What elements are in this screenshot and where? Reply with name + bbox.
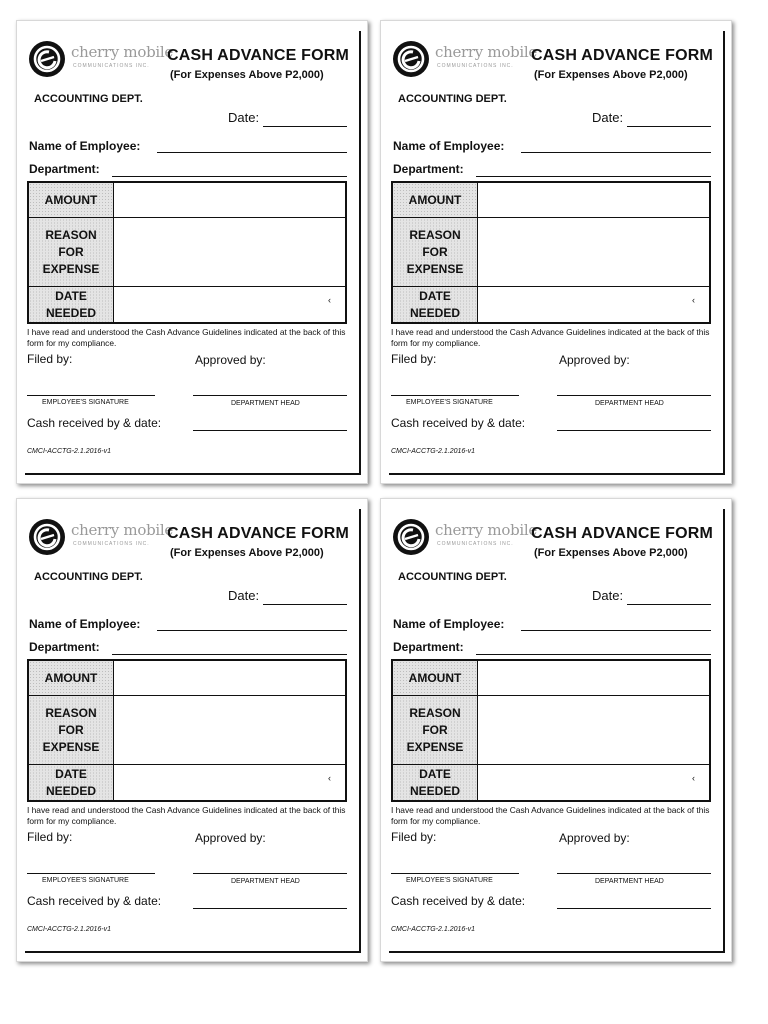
frame-border-right	[723, 509, 725, 953]
employee-name-field[interactable]	[521, 152, 711, 153]
department-header: ACCOUNTING DEPT.	[398, 571, 507, 583]
cash-advance-form	[16, 20, 368, 484]
employee-signature-label: EMPLOYEE'S SIGNATURE	[406, 877, 493, 884]
date-needed-field[interactable]	[114, 287, 347, 324]
employee-signature-label: EMPLOYEE'S SIGNATURE	[406, 399, 493, 406]
reason-field[interactable]	[114, 696, 347, 765]
cash-advance-form	[16, 498, 368, 962]
department-field[interactable]	[476, 654, 711, 655]
date-needed-field[interactable]	[478, 287, 711, 324]
row-label-date-needed: DATE NEEDED	[392, 765, 478, 802]
cash-received-field[interactable]	[193, 908, 347, 909]
row-label-reason: REASON FOR EXPENSE	[28, 218, 114, 287]
stray-mark: ‹	[328, 295, 331, 305]
table-row	[28, 660, 346, 696]
cash-received-label: Cash received by & date:	[27, 416, 162, 430]
approved-by-label: Approved by:	[195, 353, 266, 367]
reason-field[interactable]	[478, 696, 711, 765]
table-row	[392, 287, 710, 324]
employee-name-label: Name of Employee:	[393, 617, 505, 631]
department-head-label: DEPARTMENT HEAD	[595, 400, 664, 407]
row-label-reason: REASON FOR EXPENSE	[392, 218, 478, 287]
date-label: Date:	[592, 588, 624, 603]
form-code: CMCI-ACCTG-2.1.2016-v1	[27, 926, 112, 933]
filed-by-label: Filed by:	[27, 830, 73, 844]
department-label: Department:	[29, 162, 100, 176]
employee-name-field[interactable]	[521, 630, 711, 631]
form-title: CASH ADVANCE FORM	[167, 47, 350, 64]
approved-by-label: Approved by:	[559, 831, 630, 845]
date-field[interactable]	[627, 604, 711, 605]
department-header: ACCOUNTING DEPT.	[34, 571, 143, 583]
date-field[interactable]	[263, 126, 347, 127]
brand-name: cherry mobile	[71, 521, 173, 539]
employee-signature-label: EMPLOYEE'S SIGNATURE	[42, 399, 129, 406]
employee-name-field[interactable]	[157, 152, 347, 153]
table-row	[28, 182, 346, 218]
department-head-signature-field[interactable]	[557, 395, 711, 396]
expense-table	[391, 659, 711, 802]
acknowledgement-text: I have read and understood the Cash Advance Guidelines indicated at the back of this form for my compliance.	[27, 805, 346, 826]
frame-border-bottom	[25, 473, 361, 475]
row-label-date-needed: DATE NEEDED	[392, 287, 478, 324]
cherry-mobile-logo-icon	[27, 39, 67, 79]
department-head-label: DEPARTMENT HEAD	[595, 878, 664, 885]
department-label: Department:	[29, 640, 100, 654]
department-header: ACCOUNTING DEPT.	[398, 93, 507, 105]
approved-by-label: Approved by:	[559, 353, 630, 367]
form-subtitle: (For Expenses Above P2,000)	[170, 69, 324, 81]
cash-received-label: Cash received by & date:	[391, 894, 526, 908]
employee-signature-field[interactable]	[391, 873, 519, 874]
department-field[interactable]	[112, 654, 347, 655]
brand-subtitle: COMMUNICATIONS INC.	[73, 541, 150, 547]
cherry-mobile-logo-icon	[391, 517, 431, 557]
stray-mark: ‹	[328, 773, 331, 783]
amount-field[interactable]	[478, 182, 711, 218]
department-label: Department:	[393, 162, 464, 176]
cash-received-field[interactable]	[193, 430, 347, 431]
row-label-reason: REASON FOR EXPENSE	[392, 696, 478, 765]
row-label-amount: AMOUNT	[392, 660, 478, 696]
employee-name-label: Name of Employee:	[393, 139, 505, 153]
frame-border-bottom	[25, 951, 361, 953]
brand-subtitle: COMMUNICATIONS INC.	[437, 63, 514, 69]
date-field[interactable]	[263, 604, 347, 605]
date-label: Date:	[228, 110, 260, 125]
employee-name-field[interactable]	[157, 630, 347, 631]
frame-border-bottom	[389, 473, 725, 475]
cash-received-label: Cash received by & date:	[391, 416, 526, 430]
table-row	[392, 182, 710, 218]
stray-mark: ‹	[692, 773, 695, 783]
reason-field[interactable]	[478, 218, 711, 287]
employee-signature-field[interactable]	[391, 395, 519, 396]
frame-border-right	[359, 31, 361, 475]
employee-name-label: Name of Employee:	[29, 139, 141, 153]
department-head-signature-field[interactable]	[193, 873, 347, 874]
employee-signature-field[interactable]	[27, 395, 155, 396]
amount-field[interactable]	[114, 660, 347, 696]
date-field[interactable]	[627, 126, 711, 127]
cash-received-label: Cash received by & date:	[27, 894, 162, 908]
table-row	[28, 765, 346, 802]
acknowledgement-text: I have read and understood the Cash Advance Guidelines indicated at the back of this form for my compliance.	[27, 327, 346, 348]
table-row	[392, 765, 710, 802]
filed-by-label: Filed by:	[391, 830, 437, 844]
form-code: CMCI-ACCTG-2.1.2016-v1	[391, 448, 476, 455]
department-label: Department:	[393, 640, 464, 654]
form-subtitle: (For Expenses Above P2,000)	[170, 547, 324, 559]
cash-received-field[interactable]	[557, 430, 711, 431]
table-row	[28, 287, 346, 324]
frame-border-bottom	[389, 951, 725, 953]
frame-border-right	[359, 509, 361, 953]
filed-by-label: Filed by:	[391, 352, 437, 366]
stray-mark: ‹	[692, 295, 695, 305]
brand-name: cherry mobile	[71, 43, 173, 61]
department-field[interactable]	[476, 176, 711, 177]
row-label-amount: AMOUNT	[392, 182, 478, 218]
cash-received-field[interactable]	[557, 908, 711, 909]
brand-subtitle: COMMUNICATIONS INC.	[437, 541, 514, 547]
acknowledgement-text: I have read and understood the Cash Advance Guidelines indicated at the back of this form for my compliance.	[391, 805, 710, 826]
form-subtitle: (For Expenses Above P2,000)	[534, 547, 688, 559]
department-head-label: DEPARTMENT HEAD	[231, 400, 300, 407]
department-head-signature-field[interactable]	[193, 395, 347, 396]
table-row	[392, 660, 710, 696]
acknowledgement-text: I have read and understood the Cash Advance Guidelines indicated at the back of this form for my compliance.	[391, 327, 710, 348]
brand-subtitle: COMMUNICATIONS INC.	[73, 63, 150, 69]
table-row	[28, 218, 346, 287]
date-label: Date:	[228, 588, 260, 603]
form-subtitle: (For Expenses Above P2,000)	[534, 69, 688, 81]
department-head-signature-field[interactable]	[557, 873, 711, 874]
frame-border-right	[723, 31, 725, 475]
form-title: CASH ADVANCE FORM	[531, 47, 714, 64]
employee-name-label: Name of Employee:	[29, 617, 141, 631]
date-needed-field[interactable]	[478, 765, 711, 802]
table-row	[392, 696, 710, 765]
row-label-date-needed: DATE NEEDED	[28, 287, 114, 324]
department-header: ACCOUNTING DEPT.	[34, 93, 143, 105]
cherry-mobile-logo-icon	[391, 39, 431, 79]
expense-table	[27, 659, 347, 802]
reason-field[interactable]	[114, 218, 347, 287]
date-needed-field[interactable]	[114, 765, 347, 802]
row-label-reason: REASON FOR EXPENSE	[28, 696, 114, 765]
table-row	[392, 218, 710, 287]
amount-field[interactable]	[478, 660, 711, 696]
row-label-date-needed: DATE NEEDED	[28, 765, 114, 802]
form-title: CASH ADVANCE FORM	[167, 525, 350, 542]
approved-by-label: Approved by:	[195, 831, 266, 845]
table-row	[28, 696, 346, 765]
row-label-amount: AMOUNT	[28, 660, 114, 696]
cash-advance-form	[380, 498, 732, 962]
row-label-amount: AMOUNT	[28, 182, 114, 218]
cherry-mobile-logo-icon	[27, 517, 67, 557]
amount-field[interactable]	[114, 182, 347, 218]
filed-by-label: Filed by:	[27, 352, 73, 366]
cash-advance-form	[380, 20, 732, 484]
expense-table	[27, 181, 347, 324]
expense-table	[391, 181, 711, 324]
employee-signature-field[interactable]	[27, 873, 155, 874]
brand-name: cherry mobile	[435, 521, 537, 539]
brand-name: cherry mobile	[435, 43, 537, 61]
form-title: CASH ADVANCE FORM	[531, 525, 714, 542]
employee-signature-label: EMPLOYEE'S SIGNATURE	[42, 877, 129, 884]
date-label: Date:	[592, 110, 624, 125]
department-head-label: DEPARTMENT HEAD	[231, 878, 300, 885]
department-field[interactable]	[112, 176, 347, 177]
form-code: CMCI-ACCTG-2.1.2016-v1	[391, 926, 476, 933]
form-code: CMCI-ACCTG-2.1.2016-v1	[27, 448, 112, 455]
